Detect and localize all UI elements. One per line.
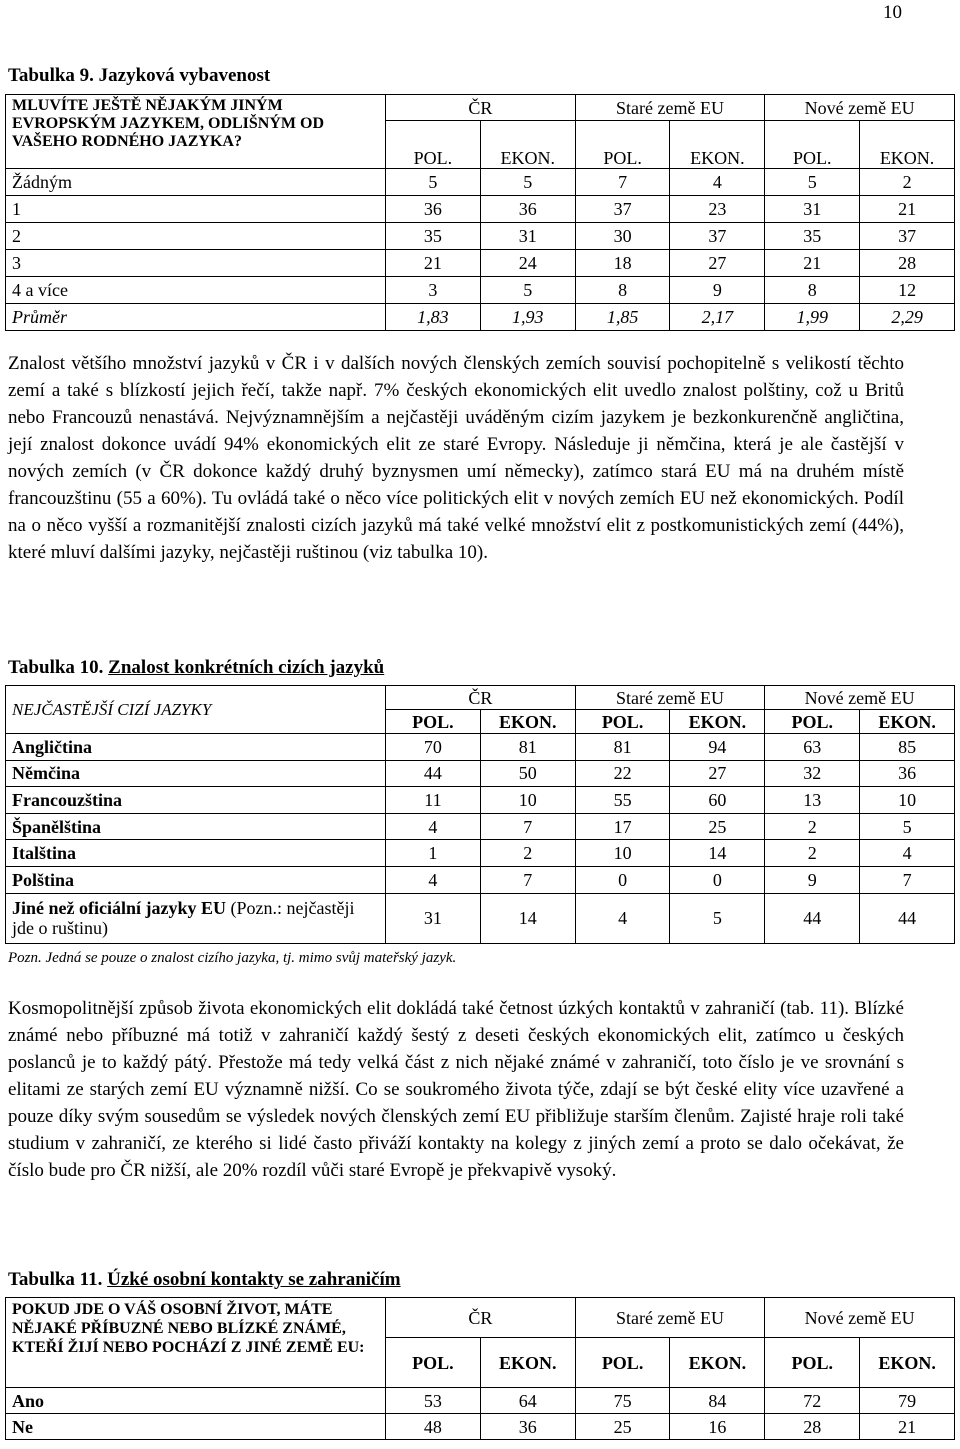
table9-group-old-eu: Staré země EU [575,95,765,121]
table10-cell: 14 [480,893,575,943]
table9-cell: 2,29 [860,304,955,331]
table10-row [6,787,955,814]
table9-cell: 4 [670,169,765,196]
table11-cell: 25 [575,1414,670,1440]
table11-cell: 64 [480,1388,575,1414]
table11-row [6,1414,955,1440]
paragraph-2: Kosmopolitnější způsob života ekonomických elit dokládá také četnost úzkých kontaktů v zahraničí (tab. 11). Blízké známé nebo příbuzné má totiž v zahraničí každý šestý z deseti českých ekonomických elit, zatímco u českých poslanců je to každý pátý. Přestože má tedy velká část z nich nějaké známé v zahraničí, toto číslo je ve srovnání s elitami ze starých zemí EU významně nižší. Co se soukromého života týče, zdají se být české elity více uzavřené a pouze díky svým sousedům se výsledek nových členských zemí EU přibližuje starším členům. Zajisté hraje roli také studium v zahraničí, ze kterého si lidé často přiváží kontakty na kolegy z jiných zemí a proto se dalo očekávat, že číslo bude pro ČR nižší, ale 20% rozdíl vůči staré Evropě je překvapivě vysoký. [8,998,904,1181]
table11-cell: 84 [670,1388,765,1414]
table9-subheader: POL. [386,121,481,169]
table9-cell: 1,99 [765,304,860,331]
table9-cell: 31 [765,196,860,223]
table9-subheader: EKON. [860,121,955,169]
table9-row [6,169,955,196]
table9-cell: 31 [480,223,575,250]
table9-row [6,223,955,250]
table10-cell: 27 [670,760,765,787]
table11-subheader: POL. [386,1338,481,1388]
table11-cell: 48 [386,1414,481,1440]
table11-row-label: Ano [6,1388,386,1414]
table10-cell: 0 [670,866,765,893]
table9-cell: 18 [575,250,670,277]
table10-cell: 31 [386,893,481,943]
table10-row-label: Angličtina [6,734,386,761]
table11-group-cr: ČR [386,1298,576,1338]
table11-row [6,1388,955,1414]
table10-cell: 60 [670,787,765,814]
table10-subheader: EKON. [670,710,765,734]
table9-cell: 1,83 [386,304,481,331]
table10-cell: 63 [765,734,860,761]
table9-caption: Tabulka 9. Jazyková vybavenost [8,65,271,86]
table9-cell: 12 [860,277,955,304]
table9-subheader: POL. [575,121,670,169]
table9-cell: 37 [860,223,955,250]
table10-caption-prefix: Tabulka 10. [8,657,109,678]
table10-cell: 94 [670,734,765,761]
table10-row [6,760,955,787]
table10-caption-title: Znalost konkrétních cizích jazyků [108,657,385,678]
table10-cell: 14 [670,840,765,867]
table9-cell: 23 [670,196,765,223]
table10-cell: 0 [575,866,670,893]
table9-question: MLUVÍTE JEŠTĚ NĚJAKÝM JINÝM EVROPSKÝM JAZYKEM, ODLIŠNÝM OD VAŠEHO RODNÉHO JAZYKA? [6,95,386,169]
table10-caption [8,657,384,679]
table10-cell: 44 [765,893,860,943]
table10-row-label [6,893,386,943]
table10-cell: 10 [860,787,955,814]
table10-cell: 2 [765,813,860,840]
table10-cell: 4 [386,866,481,893]
table9-row-label: 4 a více [6,277,386,304]
table10-cell: 13 [765,787,860,814]
table9-cell: 1,93 [480,304,575,331]
table9-row-label: 3 [6,250,386,277]
table10-subheader: POL. [765,710,860,734]
table10-cell: 4 [860,840,955,867]
table10-cell: 7 [860,866,955,893]
table11-subheader: EKON. [670,1338,765,1388]
table9-subheader: EKON. [670,121,765,169]
table10-cell: 32 [765,760,860,787]
paragraph-1: Znalost většího množství jazyků v ČR i v dalších nových členských zemích souvisí pochopitelně s velikostí těchto zemí a také s blízkostí jejich řečí, takže např. 7% českých ekonomických elit uvedlo znalost polštiny, což u Britů nebo Francouzů nenastává. Nejvýznamnějším a nejčastěji uváděným cizím jazykem je bezkonkurenčně angličtina, její znalost dokonce uvádí 94% ekonomických elit ze staré Evropy. Následuje ji němčina, která je ale častější v nových zemích (v ČR dokonce každý druhý byznysmen umí německy), zatímco stará EU má na druhém místě francouzštinu (55 a 60%). Tu ovládá také o něco více politických elit v nových zemích EU než ekonomických. Podíl na o něco vyšší a rozmanitější znalosti cizích jazyků má také velké množství elit z postkomunistických zemí (44%), které mluví dalšími jazyky, nejčastěji ruštinou (viz tabulka 10). [8,353,904,563]
table11-caption [8,1269,401,1291]
table10-cell: 17 [575,813,670,840]
table10-subheader: EKON. [480,710,575,734]
table9-cell: 21 [860,196,955,223]
table10-row-label: Italština [6,840,386,867]
table9-cell: 30 [575,223,670,250]
table9-cell: 2,17 [670,304,765,331]
table9-cell: 5 [480,277,575,304]
table9-row [6,196,955,223]
table10-subheader: POL. [575,710,670,734]
table10-other-label-bold: Jiné než oficiální jazyky EU [12,898,226,919]
table10-cell: 85 [860,734,955,761]
table10-row [6,734,955,761]
table10-cell: 50 [480,760,575,787]
table9-cell: 28 [860,250,955,277]
table9-cell: 3 [386,277,481,304]
table11-cell: 72 [765,1388,860,1414]
table10-subheader: EKON. [860,710,955,734]
table10-row [6,813,955,840]
table9-row-label: 1 [6,196,386,223]
table9-row-label: 2 [6,223,386,250]
table10-cell: 1 [386,840,481,867]
table10-group-new-eu: Nové země EU [765,686,955,710]
table11-group-new-eu: Nové země EU [765,1298,955,1338]
table9-subheader: POL. [765,121,860,169]
table9-group-new-eu: Nové země EU [765,95,955,121]
table9-row [6,304,955,331]
table11-subheader: EKON. [480,1338,575,1388]
table9-cell: 8 [765,277,860,304]
table10-row-label: Polština [6,866,386,893]
table10-cell: 81 [480,734,575,761]
table10-cell: 4 [386,813,481,840]
table9-cell: 36 [386,196,481,223]
table10-cell: 10 [480,787,575,814]
table11-caption-title: Úzké osobní kontakty se zahraničím [107,1269,401,1290]
table10 [5,685,955,944]
table10-cell: 2 [480,840,575,867]
table10-row-label: Němčina [6,760,386,787]
page-number: 10 [883,2,902,23]
table9-cell: 2 [860,169,955,196]
table10-row-label: Španělština [6,813,386,840]
table10-cell: 70 [386,734,481,761]
table10-other-label-note: (Pozn.: nejčastěji jde o ruštinu) [12,898,355,939]
table9-row [6,250,955,277]
table10-subheader: POL. [386,710,481,734]
table11-subheader: EKON. [860,1338,955,1388]
table9-subheader: EKON. [480,121,575,169]
table10-header-label: NEJČASTĚJŠÍ CIZÍ JAZYKY [6,686,386,734]
table9-row [6,277,955,304]
table9-cell: 5 [386,169,481,196]
table10-cell: 44 [386,760,481,787]
table9-cell: 27 [670,250,765,277]
table10-group-old-eu: Staré země EU [575,686,765,710]
table10-cell: 5 [670,893,765,943]
table9-cell: 35 [765,223,860,250]
table9-cell: 21 [765,250,860,277]
table9-cell: 24 [480,250,575,277]
table11-question: POKUD JDE O VÁŠ OSOBNÍ ŽIVOT, MÁTE NĚJAKÉ PŘÍBUZNÉ NEBO BLÍZKÉ ZNÁMÉ, KTEŘÍ ŽIJÍ NEBO POCHÁZÍ Z JINÉ ZEMĚ EU: [6,1298,386,1388]
table11-caption-prefix: Tabulka 11. [8,1269,108,1290]
table9-row-label: Žádným [6,169,386,196]
table10-row-other [6,893,955,943]
table11-cell: 53 [386,1388,481,1414]
table10-note: Pozn. Jedná se pouze o znalost cizího jazyka, tj. mimo svůj mateřský jazyk. [8,950,457,966]
table9-cell: 7 [575,169,670,196]
table11-cell: 21 [860,1414,955,1440]
table11-cell: 16 [670,1414,765,1440]
table9-cell: 37 [575,196,670,223]
table10-cell: 9 [765,866,860,893]
table10-row [6,866,955,893]
table10-cell: 22 [575,760,670,787]
table9-cell: 36 [480,196,575,223]
table10-row [6,840,955,867]
table10-cell: 25 [670,813,765,840]
table11-cell: 36 [480,1414,575,1440]
table10-cell: 44 [860,893,955,943]
table11-cell: 79 [860,1388,955,1414]
table10-cell: 10 [575,840,670,867]
table9-cell: 37 [670,223,765,250]
table10-group-cr: ČR [386,686,576,710]
table9-cell: 21 [386,250,481,277]
table10-row-label: Francouzština [6,787,386,814]
table10-cell: 55 [575,787,670,814]
table11-cell: 75 [575,1388,670,1414]
table10-cell: 36 [860,760,955,787]
table10-cell: 5 [860,813,955,840]
table9-cell: 35 [386,223,481,250]
table9-cell: 5 [765,169,860,196]
table11-row-label: Ne [6,1414,386,1440]
table11-subheader: POL. [575,1338,670,1388]
table9 [5,94,955,331]
table9-group-cr: ČR [386,95,576,121]
table11-cell: 28 [765,1414,860,1440]
table11-subheader: POL. [765,1338,860,1388]
table9-row-label: Průměr [6,304,386,331]
table10-cell: 81 [575,734,670,761]
table10-cell: 4 [575,893,670,943]
table10-cell: 11 [386,787,481,814]
table10-cell: 7 [480,866,575,893]
table10-cell: 2 [765,840,860,867]
table11 [5,1297,955,1440]
table9-cell: 5 [480,169,575,196]
table10-cell: 7 [480,813,575,840]
table11-group-old-eu: Staré země EU [575,1298,765,1338]
table9-cell: 8 [575,277,670,304]
table9-cell: 1,85 [575,304,670,331]
table9-cell: 9 [670,277,765,304]
